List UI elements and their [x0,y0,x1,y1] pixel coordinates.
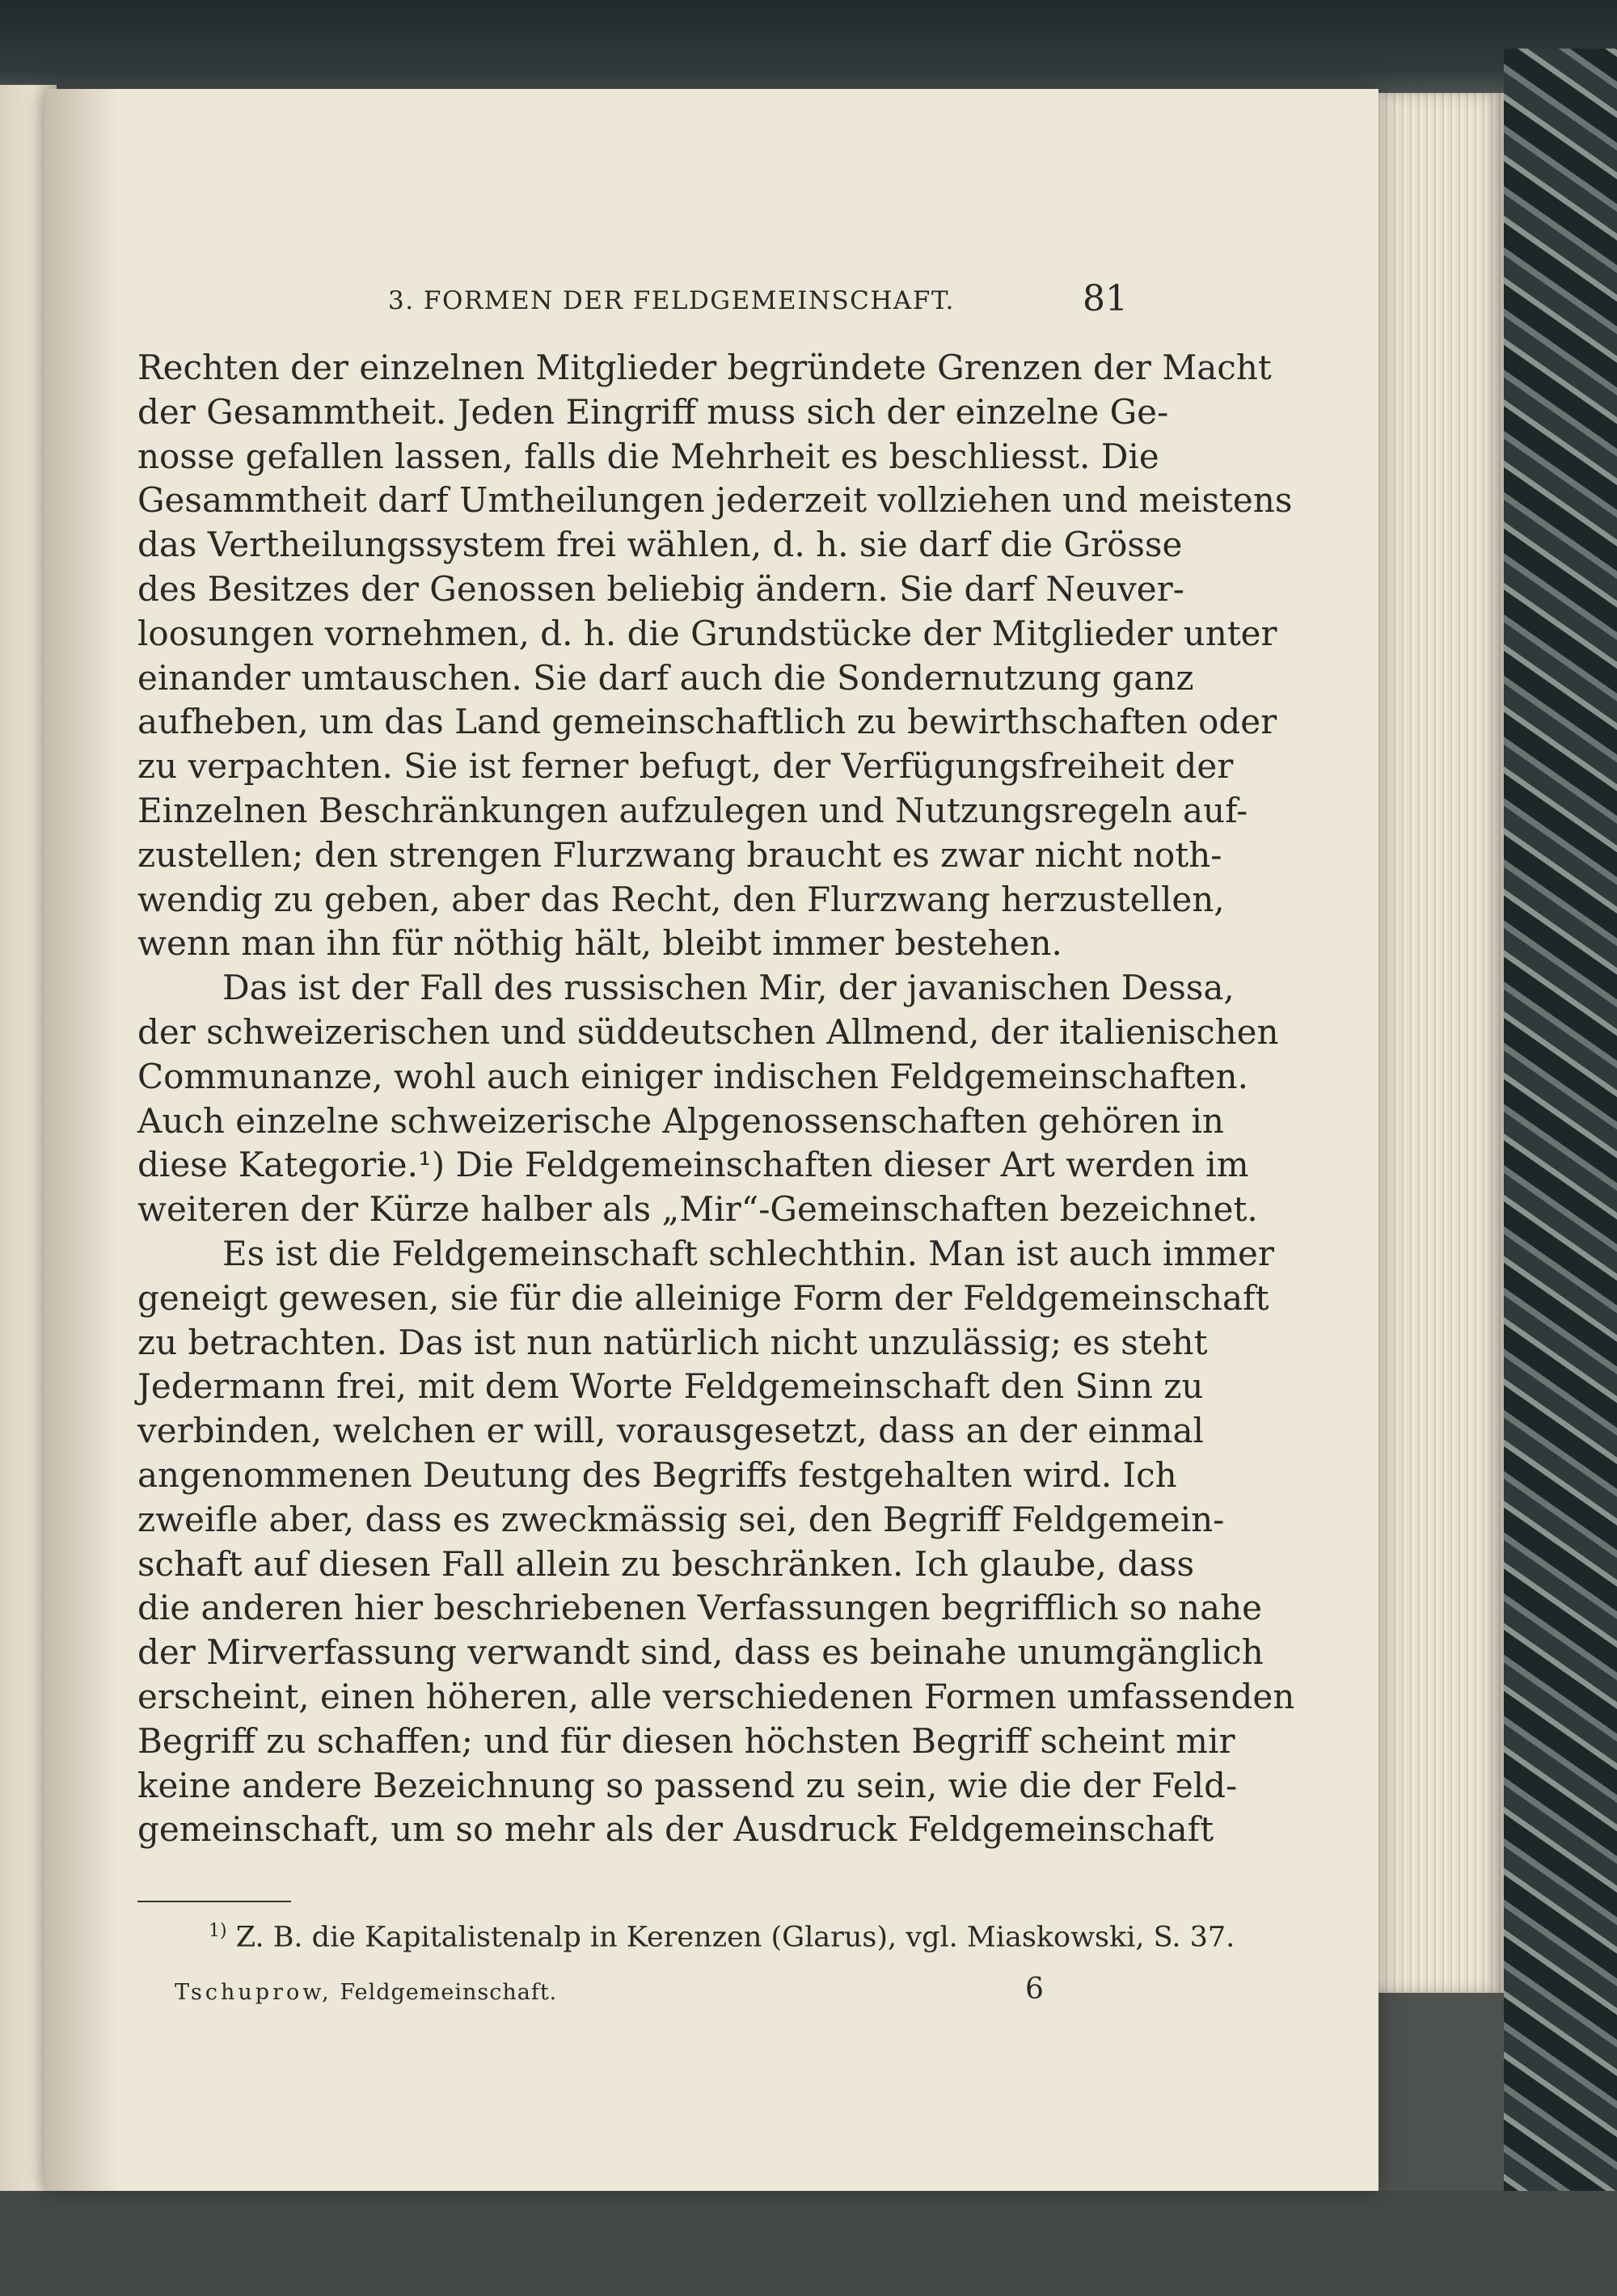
text-line: das Vertheilungssystem frei wählen, d. h. sie darf die Grösse [137,525,1183,565]
text-line: angenommenen Deutung des Begriffs festgehalten wird. Ich [137,1454,1177,1495]
text-line: diese Kategorie.¹) Die Feldgemeinschaften dieser Art werden im [137,1145,1249,1185]
text-line: Auch einzelne schweizerische Alpgenossenschaften gehören in [137,1100,1224,1141]
marbled-cover-edge [1504,49,1617,2296]
running-header [137,278,1128,323]
gutter-shadow [44,89,117,2191]
footnote-marker: 1) [209,1921,227,1941]
signature-author: Tschuprow, [175,1980,332,2005]
text-line: zu betrachten. Das ist nun natürlich nicht unzulässig; es steht [137,1322,1208,1362]
text-line: Das ist der Fall des russischen Mir, der javanischen Dessa, [222,968,1235,1008]
sheet-number: 6 [1025,1973,1044,2006]
footnote-text: Z. B. die Kapitalistenalp in Kerenzen (Glarus), vgl. Miaskowski, S. 37. [235,1921,1235,1954]
text-line: einander umtauschen. Sie darf auch die Sondernutzung ganz [137,657,1194,698]
signature-title: Feldgemeinschaft. [340,1980,558,2005]
footnote [209,1921,1235,1954]
text-line: keine andere Bezeichnung so passend zu sein, wie die der Feld- [137,1765,1238,1805]
text-line: Gesammtheit darf Umtheilungen jederzeit vollziehen und meistens [137,480,1293,521]
text-line: zustellen; den strengen Flurzwang braucht es zwar nicht noth- [137,834,1222,875]
text-line: verbinden, welchen er will, vorausgesetzt, dass an der einmal [137,1411,1204,1451]
text-line: Es ist die Feldgemeinschaft schlechthin. Man ist auch immer [222,1233,1274,1273]
text-line: aufheben, um das Land gemeinschaftlich zu bewirthschaften oder [137,702,1277,742]
text-line: loosungen vornehmen, d. h. die Grundstücke der Mitglieder unter [137,613,1277,653]
text-line: zweifle aber, dass es zweckmässig sei, den Begriff Feldgemein- [137,1499,1225,1539]
book-cover-top [0,0,1617,101]
text-line: schaft auf diesen Fall allein zu beschränken. Ich glaube, dass [137,1543,1195,1584]
body-text [137,346,1295,1852]
text-line: Begriff zu schaffen; und für diesen höchsten Begriff scheint mir [137,1720,1235,1761]
text-line: Jedermann frei, mit dem Worte Feldgemeinschaft den Sinn zu [137,1366,1204,1407]
text-line: zu verpachten. Sie ist ferner befugt, der Verfügungsfreiheit der [137,746,1234,787]
printer-signature [175,1980,557,2005]
book-bottom [0,2191,1617,2296]
text-line: der Gesammtheit. Jeden Eingriff muss sich der einzelne Ge- [137,391,1169,432]
text-line: Einzelnen Beschränkungen aufzulegen und Nutzungsregeln auf- [137,790,1248,830]
page-number: 81 [1083,278,1128,319]
text-line: Communanze, wohl auch einiger indischen Feldgemeinschaften. [137,1056,1248,1096]
text-line: gemeinschaft, um so mehr als der Ausdruck Feldgemeinschaft [137,1809,1214,1850]
text-line: Rechten der einzelnen Mitglieder begründete Grenzen der Macht [137,348,1272,387]
text-line: wenn man ihn für nöthig hält, bleibt immer bestehen. [137,923,1062,964]
text-line: des Besitzes der Genossen beliebig ändern. Sie darf Neuver- [137,568,1184,609]
text-line: der schweizerischen und süddeutschen Allmend, der italienischen [137,1011,1279,1052]
text-line: geneigt gewesen, sie für die alleinige Form der Feldgemeinschaft [137,1277,1269,1318]
text-line: erscheint, einen höheren, alle verschiedenen Formen umfassenden [137,1676,1295,1716]
text-line: der Mirverfassung verwandt sind, dass es beinahe unumgänglich [137,1632,1264,1673]
text-line: nosse gefallen lassen, falls die Mehrheit es beschliesst. Die [137,436,1159,476]
page-edges [1366,93,1504,1993]
running-title: 3. FORMEN DER FELDGEMEINSCHAFT. [388,286,955,315]
footnote-rule [137,1901,291,1902]
text-line: wendig zu geben, aber das Recht, den Flurzwang herzustellen, [137,879,1225,919]
text-line: die anderen hier beschriebenen Verfassungen begrifflich so nahe [137,1588,1263,1628]
text-line: weiteren der Kürze halber als „Mir“-Gemeinschaften bezeichnet. [137,1189,1258,1230]
